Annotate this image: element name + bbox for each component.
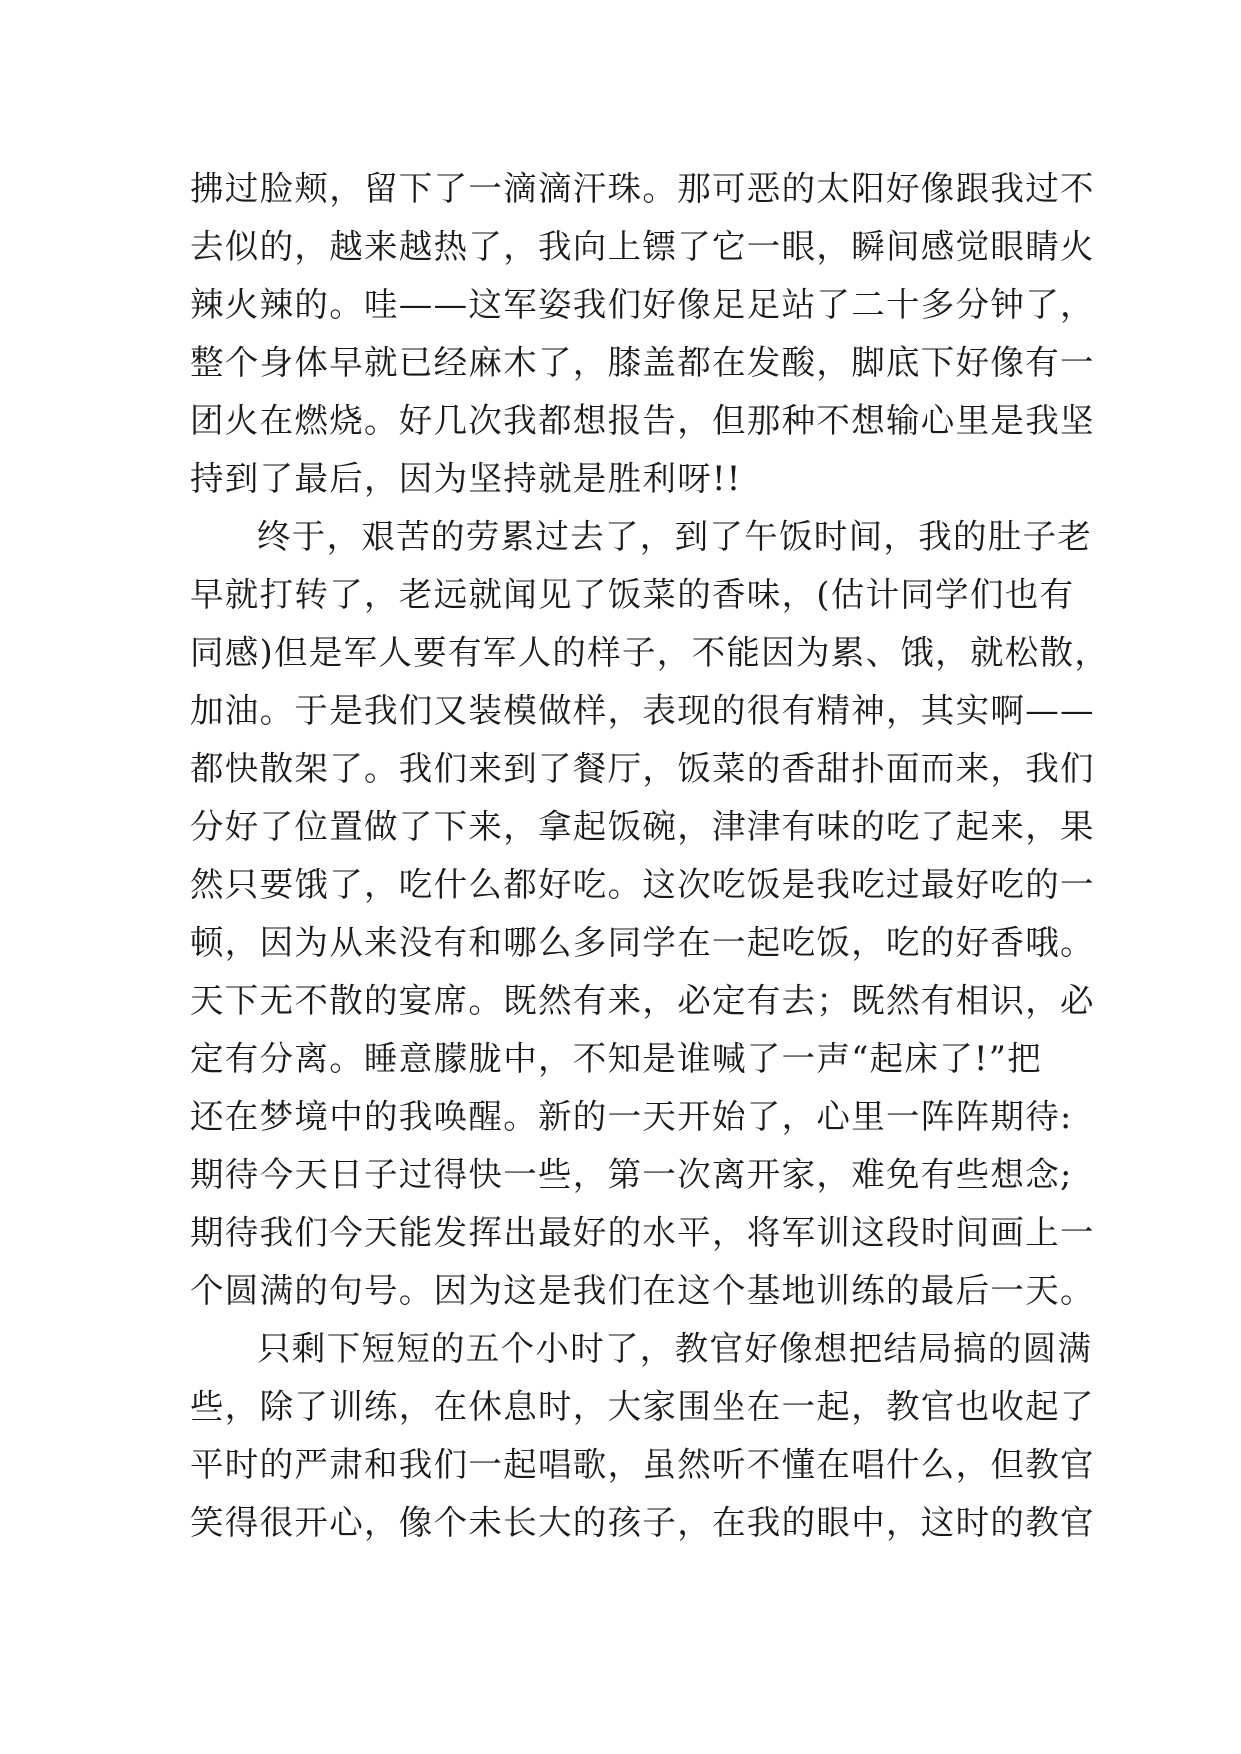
text-line: 拂过脸颊，留下了一滴滴汗珠。那可恶的太阳好像跟我过不: [190, 169, 1095, 208]
text-line: 团火在燃烧。好几次我都想报告，但那种不想输心里是我坚: [190, 401, 1095, 440]
text-line: 还在梦境中的我唤醒。新的一天开始了，心里一阵阵期待:: [190, 1097, 1073, 1136]
text-line: 都快散架了。我们来到了餐厅，饭菜的香甜扑面而来，我们: [190, 749, 1095, 788]
text-line: 分好了位置做了下来，拿起饭碗，津津有味的吃了起来，果: [190, 807, 1095, 846]
text-line: 顿，因为从来没有和哪么多同学在一起吃饭，吃的好香哦。: [190, 923, 1095, 962]
text-line: 然只要饿了，吃什么都好吃。这次吃饭是我吃过最好吃的一: [190, 865, 1095, 904]
body-text: [190, 160, 1110, 1552]
text-line: 定有分离。睡意朦胧中，不知是谁喊了一声“起床了!”把: [190, 1039, 1043, 1078]
text-line: 笑得很开心，像个未长大的孩子，在我的眼中，这时的教官: [190, 1503, 1095, 1542]
text-line: 个圆满的句号。因为这是我们在这个基地训练的最后一天。: [190, 1271, 1095, 1310]
paragraph-first-line: 终于，艰苦的劳累过去了，到了午饭时间，我的肚子老: [257, 517, 1093, 556]
text-line: 期待我们今天能发挥出最好的水平，将军训这段时间画上一: [190, 1213, 1095, 1252]
text-line: 整个身体早就已经麻木了，膝盖都在发酸，脚底下好像有一: [190, 343, 1095, 382]
text-line: 些，除了训练，在休息时，大家围坐在一起，教官也收起了: [190, 1387, 1095, 1426]
text-line: 期待今天日子过得快一些，第一次离开家，难免有些想念;: [190, 1155, 1073, 1194]
text-line: 平时的严肃和我们一起唱歌，虽然听不懂在唱什么，但教官: [190, 1445, 1095, 1484]
text-line: 去似的，越来越热了，我向上镖了它一眼，瞬间感觉眼睛火: [190, 227, 1095, 266]
text-line: 持到了最后，因为坚持就是胜利呀!!: [190, 459, 742, 498]
text-line: 天下无不散的宴席。既然有来，必定有去；既然有相识，必: [190, 981, 1095, 1020]
text-line: 同感)但是军人要有军人的样子，不能因为累、饿，就松散，: [190, 633, 1110, 672]
paragraph-first-line: 只剩下短短的五个小时了，教官好像想把结局搞的圆满: [257, 1329, 1093, 1368]
text-line: 辣火辣的。哇——这军姿我们好像足足站了二十多分钟了，: [190, 285, 1095, 324]
text-line: 早就打转了，老远就闻见了饭菜的香味，(估计同学们也有: [190, 575, 1075, 614]
text-line: 加油。于是我们又装模做样，表现的很有精神，其实啊——: [190, 691, 1095, 730]
